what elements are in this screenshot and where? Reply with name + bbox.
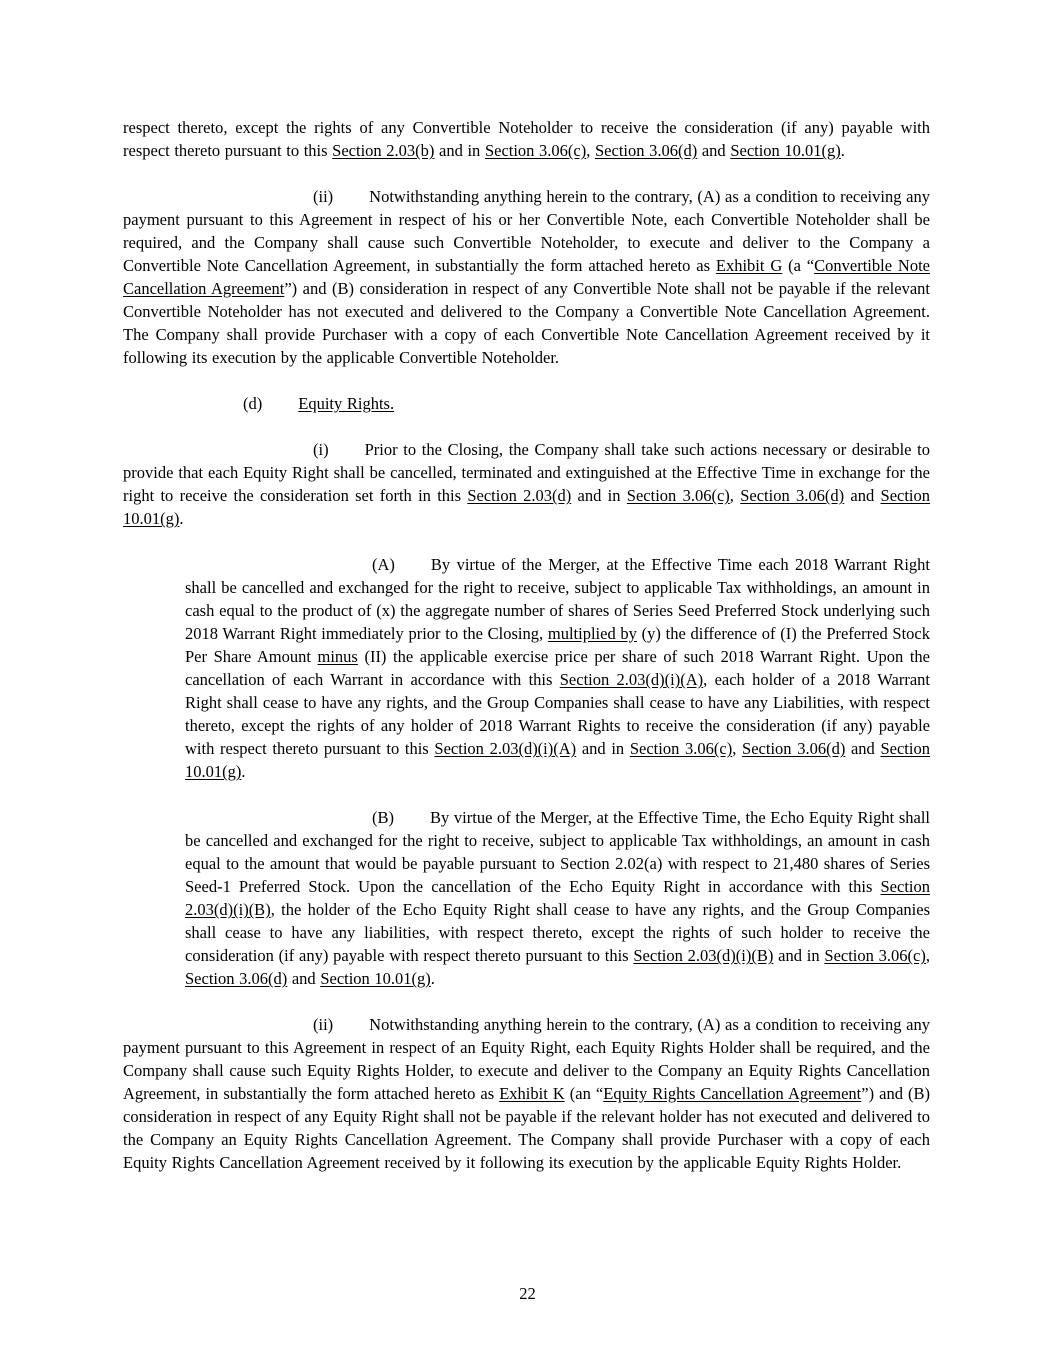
text-run: , [729, 486, 741, 505]
text-run: and [697, 141, 731, 160]
document-body [123, 116, 930, 1174]
text-run: By virtue of the Merger, at the Effective Time, the Echo Equity Right shall be cancelled and exchanged for the right to receive, subject to applicable Tax withholdings, an amount in cash equal to the amount that would be payable pursuant to Section 2.02(a) with respect to 21,480 shares of Series Seed-1 Preferred Stock. Upon the cancellation of the Echo Equity Right in accordance with this [185, 808, 930, 896]
text-run: . [241, 762, 246, 781]
section-reference: Section 3.06(d) [742, 739, 846, 758]
paragraph [123, 438, 930, 530]
paragraph [185, 806, 930, 990]
text-run: (ii) [313, 187, 334, 206]
text-run: and [844, 486, 881, 505]
text-run: Prior to the Closing, the Company shall take such actions necessary or desirable to provide that each Equity Right shall be cancelled, terminated and extinguished at the Effective Time in exchange for the right to receive the consideration set forth in this [123, 440, 930, 505]
section-reference: Section 10.01(g) [730, 141, 841, 160]
section-reference: Section 3.06(c) [626, 486, 730, 505]
section-reference: Section 2.03(d)(i)(A) [434, 739, 577, 758]
section-reference: Section 2.03(b) [332, 141, 435, 160]
section-reference: Section 10.01(g) [185, 739, 930, 781]
text-run: , [732, 739, 743, 758]
text-run: . [179, 509, 184, 528]
text-run: respect thereto, except the rights of any Convertible Noteholder to receive the consideration (if any) payable with respect thereto pursuant to this [123, 118, 930, 160]
paragraph [123, 392, 930, 415]
text-run: and in [571, 486, 627, 505]
section-reference: Section 2.03(d) [467, 486, 572, 505]
exhibit-reference: Exhibit G [715, 256, 783, 275]
section-reference: Section 3.06(d) [185, 969, 288, 988]
text-run: , [586, 141, 595, 160]
page-number: 22 [519, 1284, 536, 1303]
section-reference: Section 2.03(d)(i)(B) [633, 946, 774, 965]
text-run: (an “ [564, 1084, 604, 1103]
defined-term: Convertible Note Cancellation Agreement [123, 256, 930, 298]
section-reference: Section 3.06(c) [629, 739, 733, 758]
text-run: , each holder of a 2018 Warrant Right shall cease to have any rights, and the Group Companies shall cease to have any Liabilities, with respect thereto, except the rights of any holder of 2018 Warrant Rights to receive the consideration (if any) payable with respect thereto pursuant to this [185, 670, 930, 758]
section-reference: Section 10.01(g) [123, 486, 931, 528]
text-run: (a “ [782, 256, 815, 275]
heading-label: Equity Rights. [298, 394, 395, 413]
text-run: , [925, 946, 930, 965]
text-run: Notwithstanding anything herein to the contrary, (A) as a condition to receiving any payment pursuant to this Agreement in respect of his or her Convertible Note, each Convertible Noteholder shall be required, and the Company shall cause such Convertible Noteholder, to execute and deliver to the Company a Convertible Note Cancellation Agreement, in substantially the form attached hereto as [123, 187, 930, 275]
paragraph [185, 553, 930, 783]
text-run: Notwithstanding anything herein to the contrary, (A) as a condition to receiving any payment pursuant to this Agreement in respect of an Equity Right, each Equity Rights Holder shall be required, and the Company shall cause such Equity Rights Holder, to execute and deliver to the Company an Equity Rights Cancellation Agreement, in substantially the form attached hereto as [123, 1015, 930, 1103]
text-run: (y) the difference of (I) the Preferred Stock Per Share Amount [185, 624, 930, 666]
section-reference: Section 3.06(c) [484, 141, 587, 160]
section-reference: Section 3.06(d) [595, 141, 698, 160]
text-run: (A) [372, 555, 395, 574]
section-reference: Section 2.03(d)(i)(B) [185, 877, 930, 919]
text-run: and [845, 739, 881, 758]
text-run: and in [434, 141, 485, 160]
paragraph [123, 185, 930, 369]
text-run: and in [576, 739, 630, 758]
section-reference: Section 10.01(g) [320, 969, 431, 988]
text-run: (II) the applicable exercise price per share of such 2018 Warrant Right. Upon the cancellation of each Warrant in accordance with this [185, 647, 930, 689]
paragraph [123, 116, 930, 162]
defined-term: Equity Rights Cancellation Agreement [603, 1084, 862, 1103]
section-reference: Section 3.06(c) [824, 946, 926, 965]
text-run: (d) [243, 394, 263, 413]
text-run: (B) [372, 808, 394, 827]
text-run: ”) and (B) consideration in respect of any Equity Right shall not be payable if the relevant holder has not executed and delivered to the Company an Equity Rights Cancellation Agreement. The Company shall provide Purchaser with a copy of each Equity Rights Cancellation Agreement received by it following its execution by the applicable Equity Rights Holder. [123, 1084, 930, 1172]
text-run: . [840, 141, 845, 160]
paragraph [123, 1013, 930, 1174]
emphasis-term: multiplied by [547, 624, 637, 643]
exhibit-reference: Exhibit K [499, 1084, 565, 1103]
emphasis-term: minus [317, 647, 358, 666]
section-reference: Section 2.03(d)(i)(A) [559, 670, 704, 689]
text-run: ”) and (B) consideration in respect of any Convertible Note shall not be payable if the relevant Convertible Noteholder has not executed and delivered to the Company a Convertible Note Cancellation Agreement. The Company shall provide Purchaser with a copy of each Convertible Note Cancellation Agreement received by it following its execution by the applicable Convertible Noteholder. [123, 279, 930, 367]
text-run: and [287, 969, 321, 988]
text-run: , the holder of the Echo Equity Right shall cease to have any rights, and the Group Companies shall cease to have any liabilities, with respect thereto, except the rights of such holder to receive the consideration (if any) payable with respect thereto pursuant to this [185, 900, 930, 965]
text-run: and in [773, 946, 825, 965]
section-reference: Section 3.06(d) [740, 486, 845, 505]
text-run: . [430, 969, 435, 988]
text-run: (i) [313, 440, 329, 459]
text-run: (ii) [313, 1015, 334, 1034]
text-run: By virtue of the Merger, at the Effective Time each 2018 Warrant Right shall be cancelled and exchanged for the right to receive, subject to applicable Tax withholdings, an amount in cash equal to the product of (x) the aggregate number of shares of Series Seed Preferred Stock underlying such 2018 Warrant Right immediately prior to the Closing, [185, 555, 930, 643]
